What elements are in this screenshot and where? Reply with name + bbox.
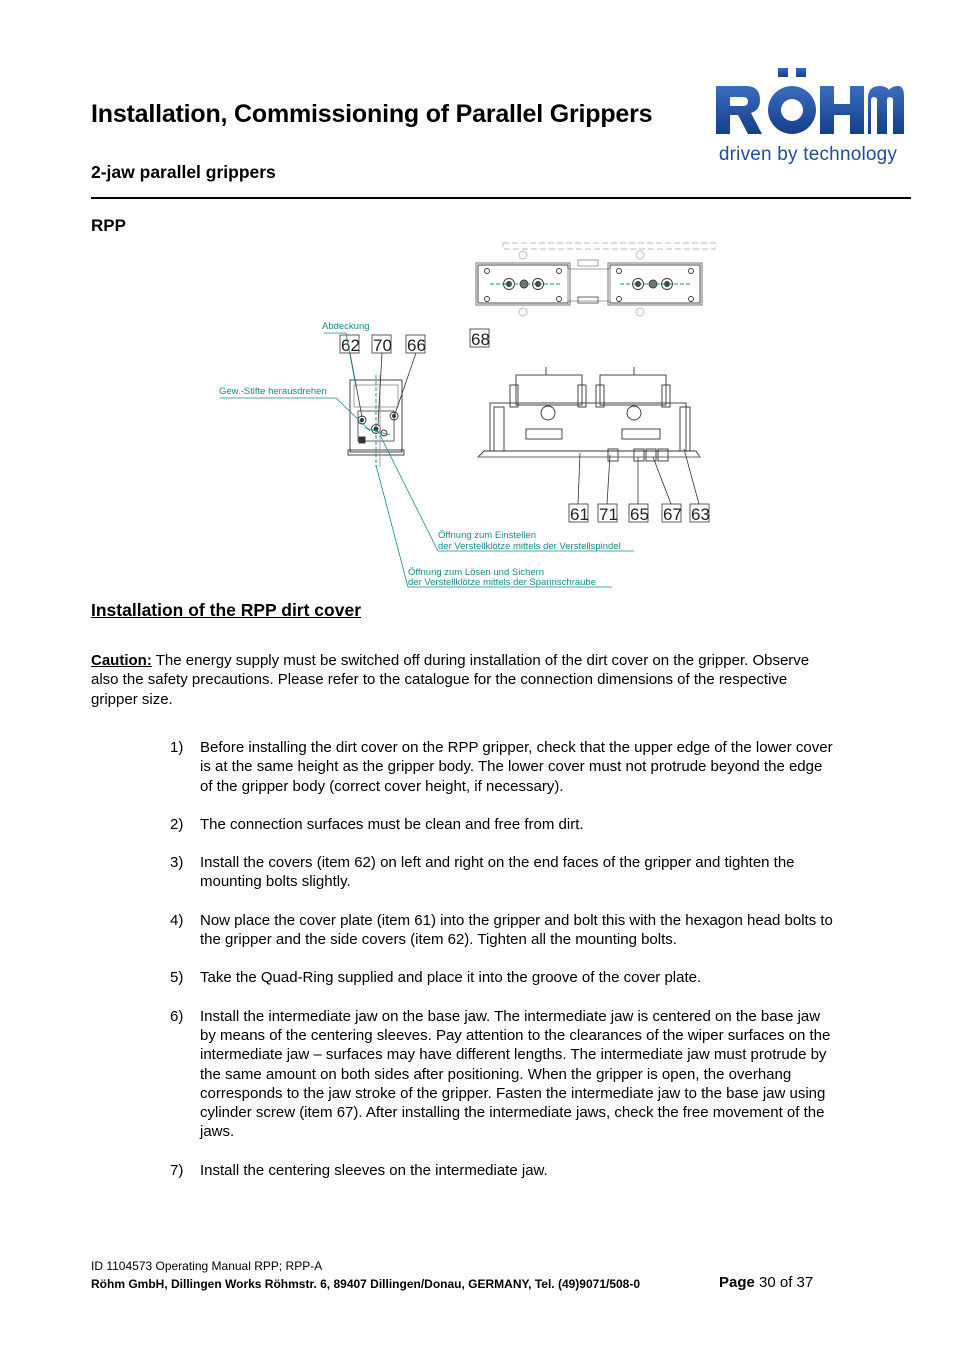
item-66-text: 66 (407, 336, 426, 355)
list-item (170, 815, 835, 834)
item-number-67 (662, 504, 682, 524)
page-label: Page (719, 1274, 755, 1291)
list-item (170, 1161, 835, 1180)
item-number-66 (406, 335, 426, 355)
list-item (170, 968, 835, 987)
step-text: Install the centering sleeves on the intermediate jaw. (200, 1161, 548, 1179)
step-number: 2) (170, 815, 184, 833)
item-62-text: 62 (341, 336, 360, 355)
step-text: Install the covers (item 62) on left and right on the end faces of the gripper and tighten the mounting bolts slightly. (200, 854, 795, 891)
item-71-text: 71 (599, 505, 618, 524)
step-text: Now place the cover plate (item 61) into the gripper and bolt this with the hexagon head bolts to the gripper and the side covers (item 62). Tighten all the mounting bolts. (200, 911, 833, 949)
step-number: 3) (170, 854, 184, 872)
item-number-65 (629, 504, 649, 524)
item-65-text: 65 (630, 505, 649, 524)
step-number: 5) (170, 969, 184, 987)
step-number: 7) (170, 1161, 184, 1179)
caution-paragraph (91, 651, 836, 709)
step-text: Take the Quad-Ring supplied and place it into the groove of the cover plate. (200, 969, 702, 987)
step-text: Install the intermediate jaw on the base jaw. The intermediate jaw is centered on the base jaw by means of the centering sleeves. Pay attention to the clearances of the wiper surfaces on the intermediate jaw – surfaces may have different lengths. The intermediate jaw must protrude by the same amount on both sides after positioning. When the gripper is open, the overhang corresponds to the jaw stroke of the gripper. Fasten the intermediate jaw to the base jaw using cylinder screw (item 67). After installing the intermediate jaws, check the free movement of the jaws. (200, 1007, 831, 1141)
step-number: 6) (170, 1007, 184, 1025)
label-oeffnung-loesen-1: Öffnung zum Lösen und Sichern (408, 567, 545, 578)
item-61-text: 61 (570, 505, 589, 524)
label-gew-stifte: Gew.-Stifte herausdrehen (219, 386, 327, 397)
top-view (476, 243, 715, 316)
header-divider (91, 197, 911, 199)
item-70-text: 70 (373, 336, 392, 355)
teal-leaders (220, 333, 438, 587)
caution-label: Caution: (91, 652, 152, 669)
installation-steps (170, 738, 835, 1199)
step-number: 1) (170, 739, 184, 756)
item-68-text: 68 (471, 330, 490, 349)
section-heading: Installation of the RPP dirt cover (91, 600, 362, 620)
item-number-63 (690, 504, 710, 524)
footer-document-id: ID 1104573 Operating Manual RPP; RPP-A (91, 1259, 323, 1273)
item-number-62 (340, 335, 360, 355)
page-count: 30 of 37 (754, 1274, 814, 1291)
section-label-rpp: RPP (91, 216, 126, 235)
list-item (170, 911, 835, 950)
step-text: The connection surfaces must be clean and free from dirt. (200, 815, 584, 833)
logo-tagline: driven by technology (718, 144, 898, 165)
rpp-technical-drawing (210, 235, 730, 595)
caution-text: The energy supply must be switched off during installation of the dirt cover on the gripper. Observe also the safety precautions. Please refer to the catalogue for the connection dimensions of the respective gripper size. (91, 652, 810, 708)
footer-company-address: Röhm GmbH, Dillingen Works Röhmstr. 6, 89407 Dillingen/Donau, GERMANY, Tel. (49)9071/508-0 (91, 1277, 641, 1291)
label-oeffnung-einstellen-2: der Verstellklötze mittels der Verstellspindel (438, 541, 621, 552)
step-number: 4) (170, 911, 184, 929)
page-subtitle: 2-jaw parallel grippers (91, 162, 276, 182)
label-oeffnung-einstellen-1: Öffnung zum Einstellen (438, 530, 537, 541)
drawing-svg (210, 235, 730, 595)
item-number-61 (569, 504, 589, 524)
list-item (170, 853, 835, 892)
front-view (478, 367, 700, 461)
label-oeffnung-loesen-2: der Verstellklötze mittels der Spannschraube (408, 577, 596, 588)
page-title: Installation, Commissioning of Parallel Grippers (91, 100, 653, 128)
list-item (170, 738, 835, 796)
item-63-text: 63 (691, 505, 710, 524)
item-67-text: 67 (663, 505, 682, 524)
page-number (719, 1274, 813, 1291)
label-abdeckung: Abdeckung (322, 321, 370, 332)
rohm-logo (712, 66, 904, 170)
rohm-wordmark (712, 66, 904, 142)
item-number-71 (598, 504, 618, 524)
item-number-68 (470, 329, 490, 349)
list-item (170, 1007, 835, 1142)
step-text: Before installing the dirt cover on the RPP gripper, check that the upper edge of the lower cover is at the same height as the gripper body. The lower cover must not protrude beyond the edge of the gripper body (correct cover height, if necessary). (200, 739, 833, 795)
item-number-70 (372, 335, 392, 355)
